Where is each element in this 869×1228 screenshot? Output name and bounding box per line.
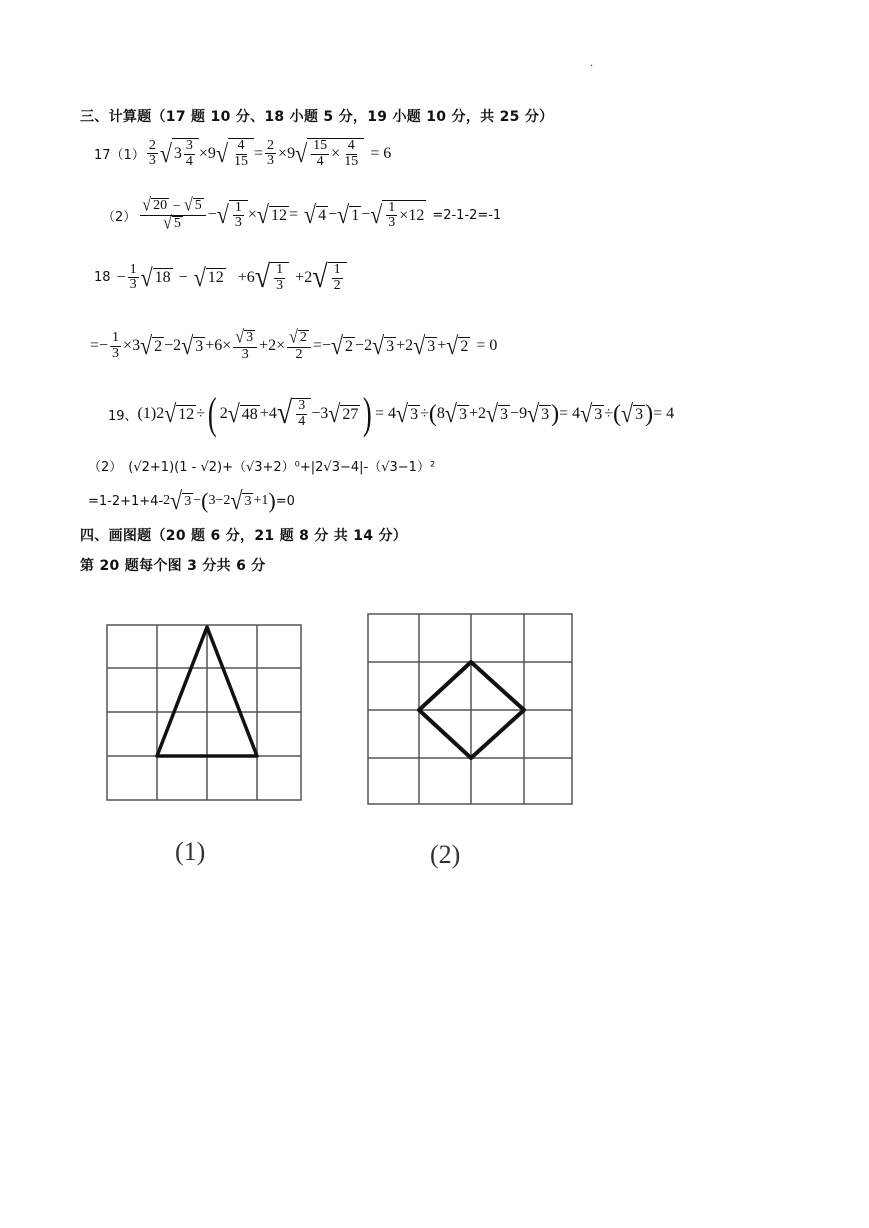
q19-answer-suffix: =0 [275, 493, 295, 509]
radical: √ 3 $\frac{3}{4}$ [160, 138, 199, 169]
q17-part2-label: （2） [102, 209, 137, 225]
q17-part2-result: =2-1-2=-1 [432, 207, 502, 223]
q19-part2-label: （2） [88, 460, 123, 475]
q19-answer-prefix: =1-2+1+4- [88, 493, 164, 509]
figure-2-label: (2) [430, 840, 461, 869]
q18-line2: =− $\frac{1}{3}$ ×3 √ 2 −2 √ 3 +6× √ 3 3 +2× √ 2 2 =− √ 2 −2 √ 3 +2 √ 3 + √ 2 = 0 [90, 327, 498, 362]
q19-part1-prefix: (1) [137, 405, 157, 422]
figure-2-grid-square [362, 608, 582, 878]
q17-part1: 17（1） $\frac{2}{3}$ √ 3 $\frac{3}{4}$ ×9 √ $\frac{4}{15}$ = $\frac{2}{3}$ ×9 √ $\frac{15}{4}$ × $\frac{4}{15}$ = 6 [94, 137, 392, 169]
q19-part2 [88, 456, 435, 475]
q19-result1: = 4 [653, 405, 675, 422]
section-3-heading: 三、计算题（17 题 10 分、18 小题 5 分，19 小题 10 分，共 25 分） [80, 109, 554, 125]
section-4-subheading: 第 20 题每个图 3 分共 6 分 [80, 558, 266, 574]
q18-result: = 0 [476, 337, 498, 355]
q17-result1: = 6 [370, 144, 392, 162]
figure-1-label: (1) [175, 837, 206, 866]
fraction: $\frac{2}{3}$ [148, 137, 156, 169]
top-mark: . [590, 58, 594, 69]
q19-part1: 19、 (1) 2 √ 12 ÷ ( 2 √ 48 +4 √ $\frac{3}{4}$ −3 √ 27 ) = 4 √ 3 ÷ ( 8 √ 3 +2 √ 3 −9 √ 3 ) = 4 √ 3 ÷ ( √ 3 ) = 4 [108, 389, 675, 438]
q19-part2-line: (√2+1)(1 - √2)+（√3+2）⁰+|2√3−4|-（√3−1）² [128, 460, 436, 475]
q17-label: 17（1） [94, 148, 145, 164]
q19-label: 19、 [108, 408, 138, 424]
figure-1-grid-triangle [100, 615, 310, 875]
q18-label: 18 [94, 270, 111, 286]
q18-line1: 18 − $\frac{1}{3}$ √ 18 − √ 12 +6 √ $\frac{1}{3}$ +2 √ $\frac{1}{2}$ [94, 262, 347, 293]
q19-part2-answer: =1-2+1+4- 2 √ 3 − ( 3−2 √ 3 +1 ) =0 [88, 486, 295, 515]
radical: √ $\frac{4}{15}$ [216, 138, 254, 169]
q17-part2: （2） √ 20 − √ 5 √ 5 − √ $\frac{1}{3}$ × √ 12 = √ 4 − √ 1 − √ $\frac{1}{3}$ ×12 =2-1-2=-1 [102, 195, 502, 233]
section-4-heading: 四、画图题（20 题 6 分，21 题 8 分 共 14 分） [80, 528, 408, 544]
